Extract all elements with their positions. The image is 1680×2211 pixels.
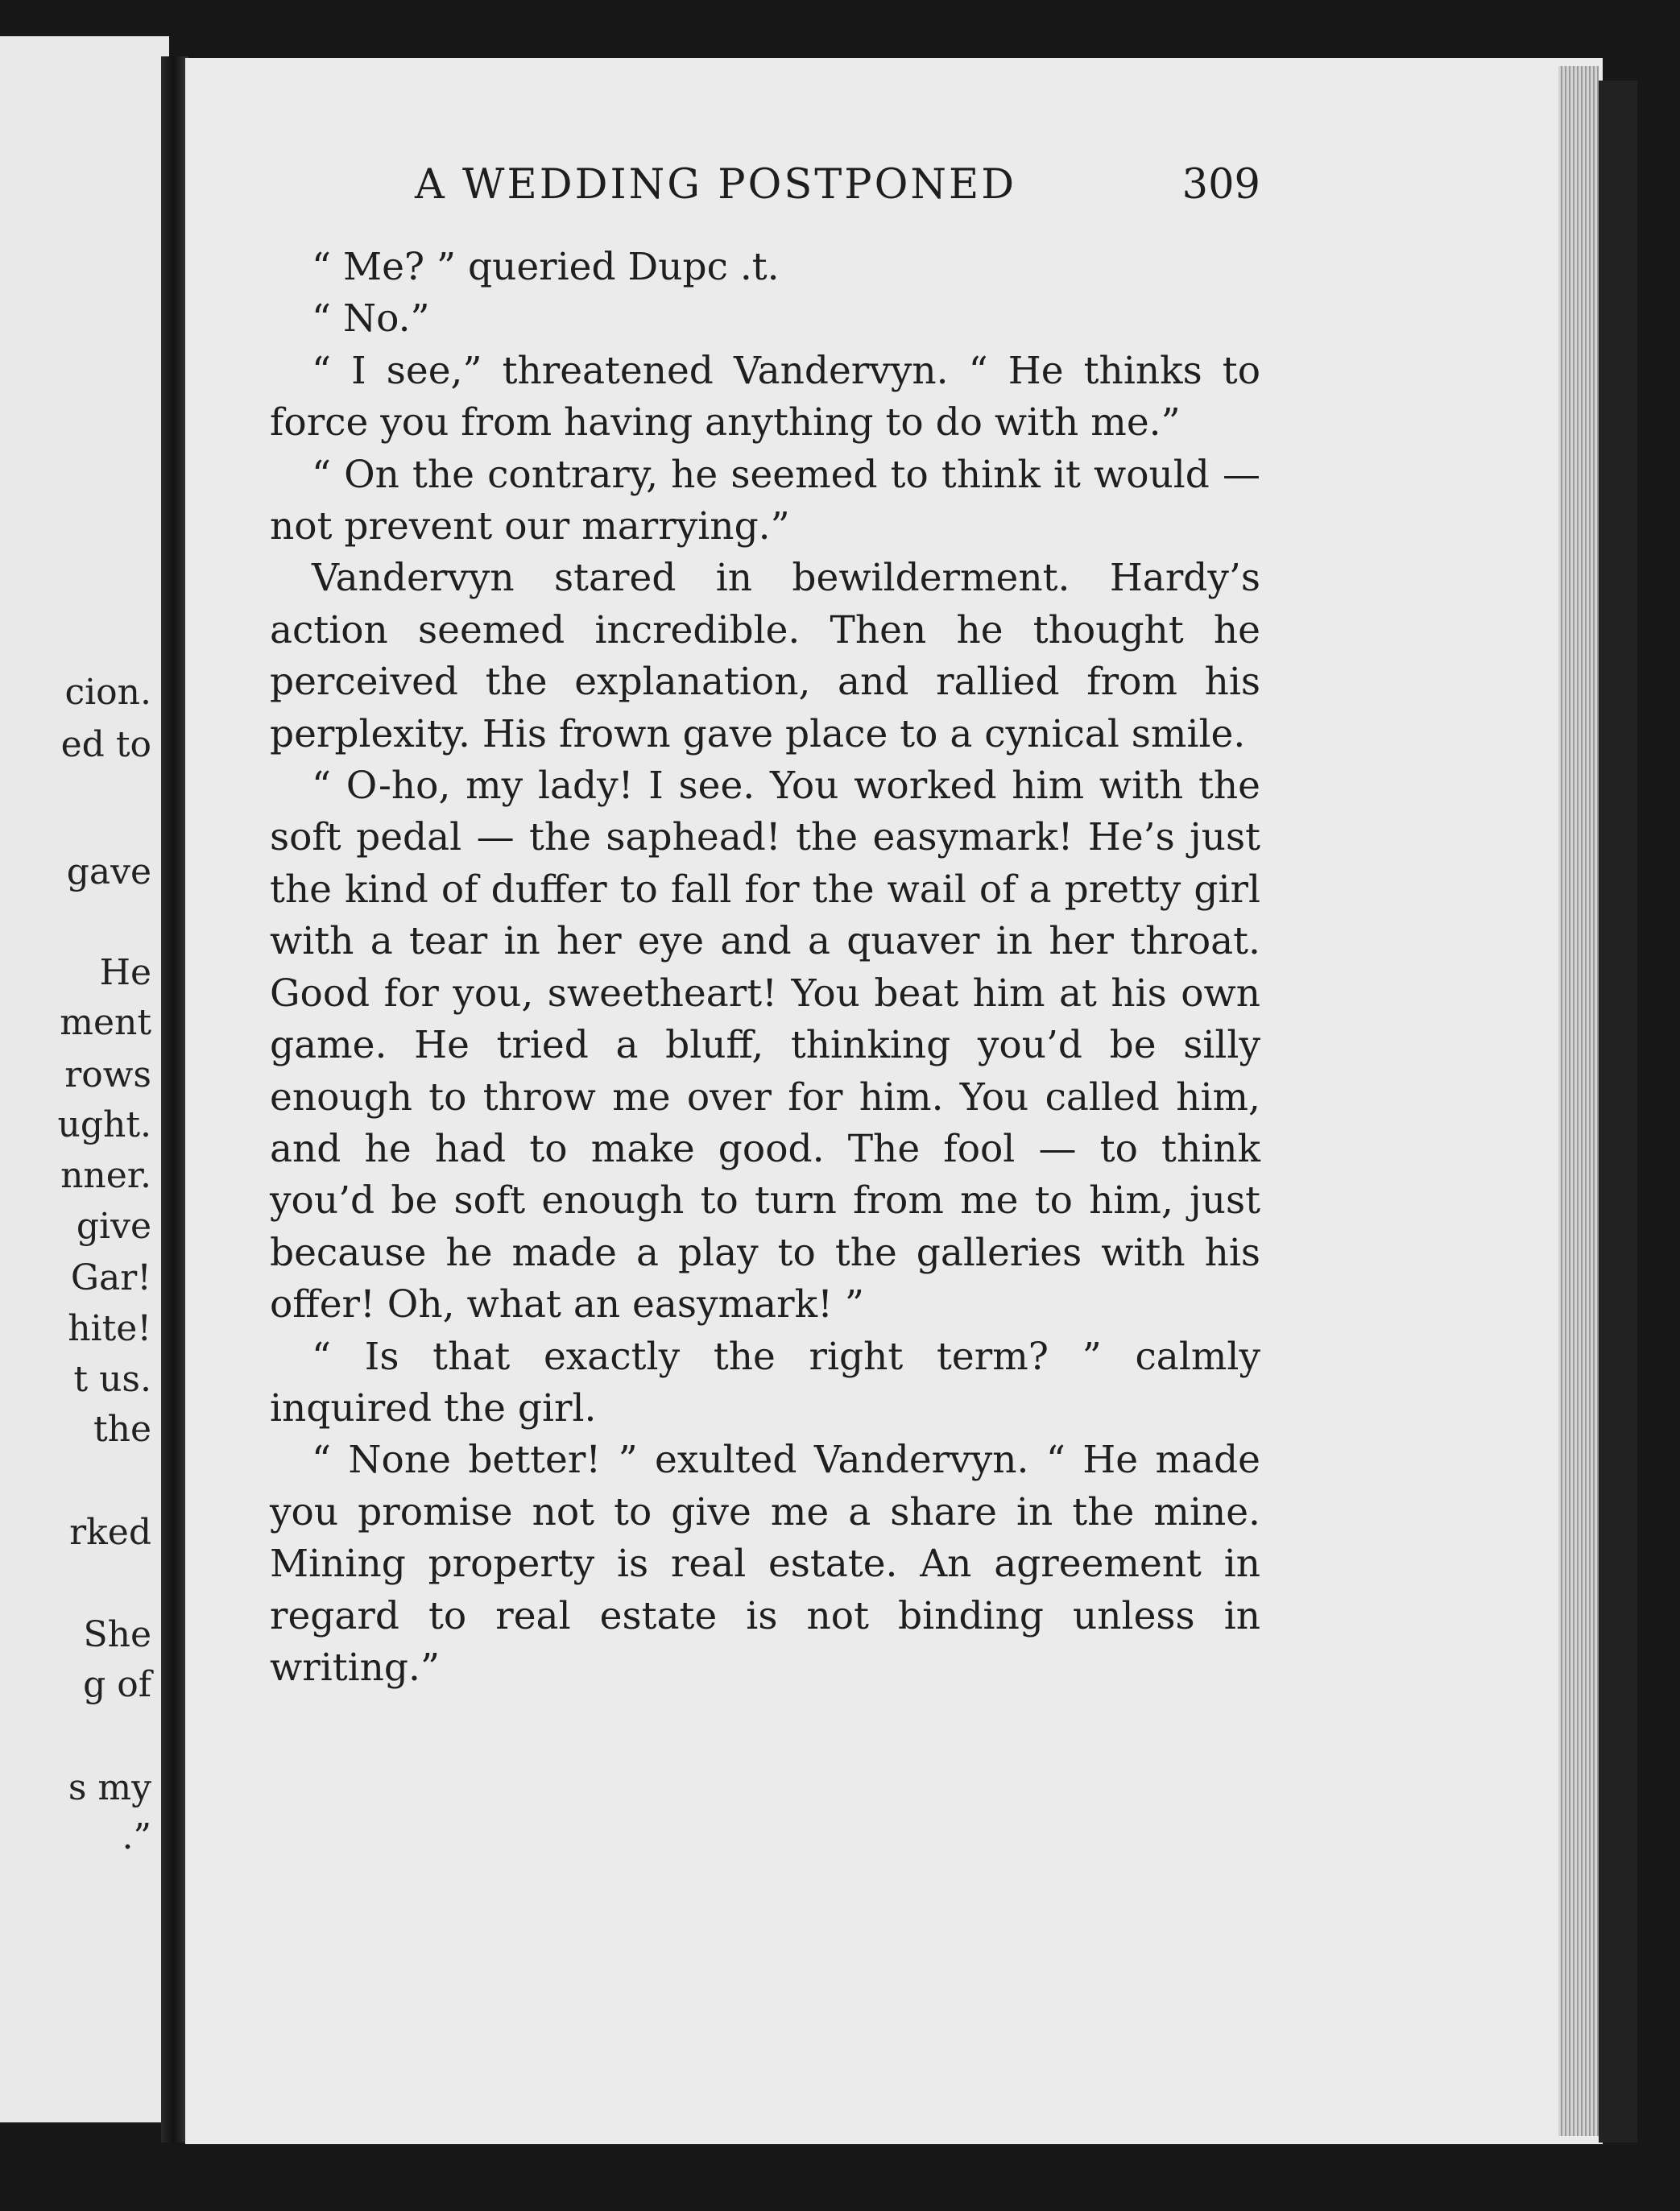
left-page-line: ment (60, 1002, 151, 1043)
left-page-line: rked (69, 1512, 151, 1553)
paragraph: “ Is that exactly the right term? ” calmly inquired the girl. (270, 1334, 1260, 1431)
running-title: A WEDDING POSTPONED (415, 161, 1017, 209)
paragraph: “ None better! ” exulted Vandervyn. “ He made you promise not to give me a share in the mine. Mining property is real estate. An agreement in regard to real estate is not binding unless in writing.” (270, 1438, 1260, 1690)
left-page-line: give (76, 1206, 151, 1247)
running-head (270, 161, 1260, 217)
left-page-line: the (93, 1409, 151, 1450)
left-page-line: Gar! (70, 1257, 151, 1298)
left-page-line: g of (83, 1664, 151, 1705)
page-edges (1558, 66, 1599, 2136)
paragraph: “ I see,” threatened Vandervyn. “ He thinks to force you from having anything to do with me.” (270, 348, 1260, 445)
paragraph: “ Me? ” queried Dupc .t. (312, 245, 780, 289)
left-page-line: .” (122, 1816, 151, 1857)
paragraph: “ O-ho, my lady! I see. You worked him with the soft pedal — the saphead! the easymark! He’s just the kind of duffer to fall for the wail of a pretty girl with a tear in her eye and a quaver in her throat. Good for you, sweetheart! You beat him at his own game. He tried a bluff, thinking you’d be silly enough to throw me over for him. You called him, and he had to make good. The fool — to think you’d be soft enough to turn from me to him, just because he made a play to the galleries with his offer! Oh, what an easymark! ” (270, 764, 1260, 1327)
left-page-line: hite! (68, 1308, 151, 1349)
left-page-line: ught. (57, 1104, 151, 1145)
book-gutter (161, 56, 188, 2143)
left-page-line: She (83, 1614, 151, 1655)
page-body (270, 242, 1260, 1694)
left-page-line: t us. (73, 1359, 151, 1400)
book-cover-edge (1599, 81, 1637, 2143)
page-number: 309 (1181, 161, 1260, 209)
left-page-line: cion. (64, 672, 151, 713)
paragraph: “ On the contrary, he seemed to think it would — not prevent our marrying.” (270, 452, 1260, 549)
left-page-line: ed to (60, 724, 151, 765)
left-page-line: rows (64, 1054, 151, 1095)
left-page-fragment (0, 36, 169, 2122)
left-page-line: He (99, 952, 151, 993)
left-page-line: gave (66, 851, 151, 892)
paragraph: Vandervyn stared in bewilderment. Hardy’s action seemed incredible. Then he thought he perceived the explanation, and rallied from his perplexity. His frown gave place to a cynical smile. (270, 556, 1260, 756)
paragraph: “ No.” (312, 296, 430, 342)
left-page-line: nner. (60, 1155, 151, 1196)
left-page-line: s my (68, 1767, 151, 1808)
